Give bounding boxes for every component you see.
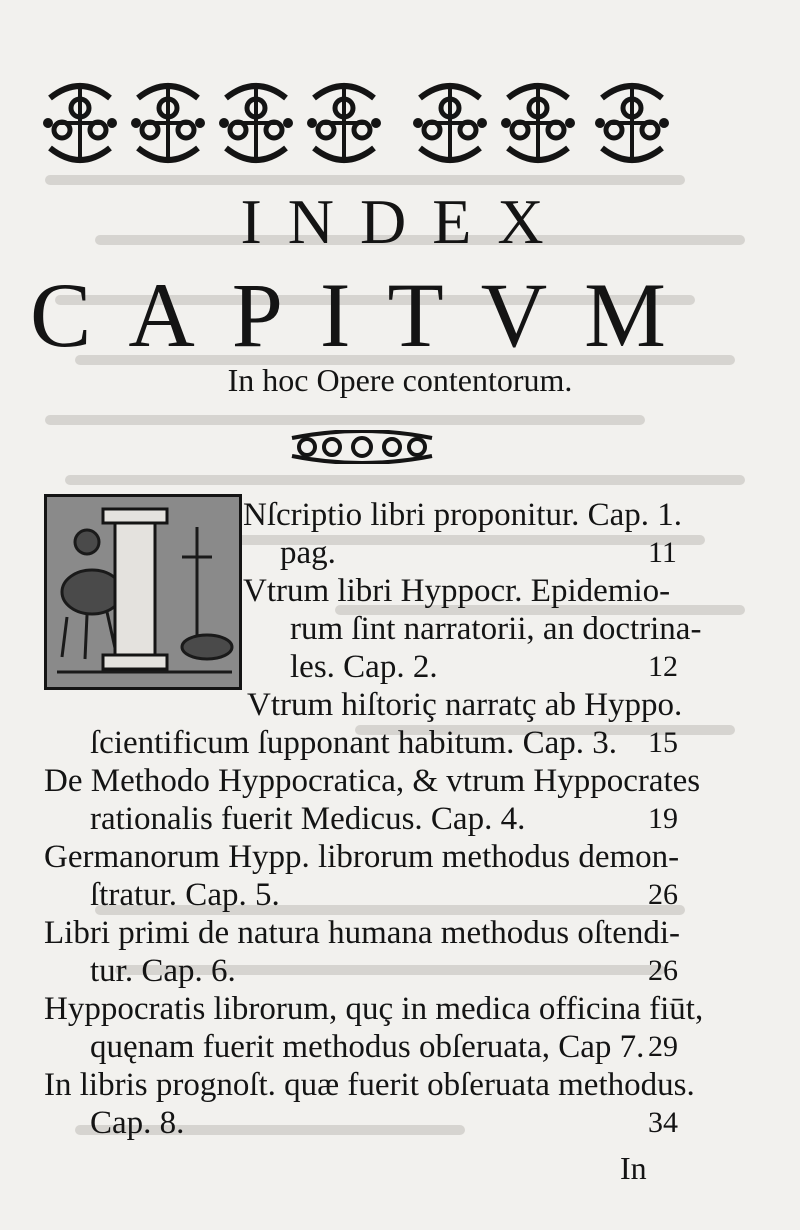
title-letter: I (319, 264, 365, 366)
catchword: In (620, 1150, 647, 1186)
toc-page-number: 34 (648, 1106, 678, 1139)
toc-line: rum ſint narratorii, an doctrina- (290, 611, 702, 647)
title-letter: P (231, 264, 297, 366)
ornament-headpiece (40, 78, 682, 168)
toc-line: les. Cap. 2. (290, 649, 438, 685)
toc-page-number: 12 (648, 650, 678, 683)
toc-line: Nſcriptio libri proponitur. Cap. 1. (243, 497, 683, 533)
ornament-divider (287, 430, 437, 464)
toc-page-number: 19 (648, 802, 678, 835)
title-letter: V (480, 264, 562, 366)
title-letter: M (584, 264, 680, 366)
toc-line: Cap. 8. (90, 1105, 185, 1141)
toc-line: Hyppocratis librorum, quç in medica officina fiūt, (44, 991, 704, 1027)
toc-page-number: 26 (648, 954, 678, 987)
toc-line: Libri primi de natura humana methodus oſtendi- (44, 915, 681, 951)
toc-page-number: 11 (648, 536, 677, 569)
toc-line: In libris prognoſt. quæ fuerit obſeruata methodus. (44, 1067, 695, 1103)
toc-line: Vtrum hiſtoriç narratç ab Hyppo. (247, 687, 683, 723)
title-capitum (30, 262, 680, 368)
toc-line: quęnam fuerit methodus obſeruata, Cap 7. (90, 1029, 645, 1065)
title-letter: T (387, 264, 458, 366)
toc-line: Vtrum libri Hyppocr. Epidemio- (243, 573, 671, 609)
title-index: INDEX (240, 186, 570, 257)
toc-line: ſcientificum ſupponant habitum. Cap. 3. (90, 725, 617, 761)
title-letter: C (30, 264, 106, 366)
toc-line: pag. (280, 535, 336, 571)
toc-page-number: 29 (648, 1030, 678, 1063)
woodcut-scene-image (47, 497, 239, 687)
toc-line: De Methodo Hyppocratica, & vtrum Hyppocrates (44, 763, 701, 799)
woodcut-initial (44, 494, 242, 690)
title-letter: A (128, 264, 209, 366)
subtitle: In hoc Opere contentorum. (227, 362, 573, 398)
toc-line: rationalis fuerit Medicus. Cap. 4. (90, 801, 526, 837)
toc-line: tur. Cap. 6. (90, 953, 236, 989)
toc-page-number: 15 (648, 726, 678, 759)
toc-page-number: 26 (648, 878, 678, 911)
toc-line: ſtratur. Cap. 5. (90, 877, 280, 913)
toc-line: Germanorum Hypp. librorum methodus demon- (44, 839, 680, 875)
